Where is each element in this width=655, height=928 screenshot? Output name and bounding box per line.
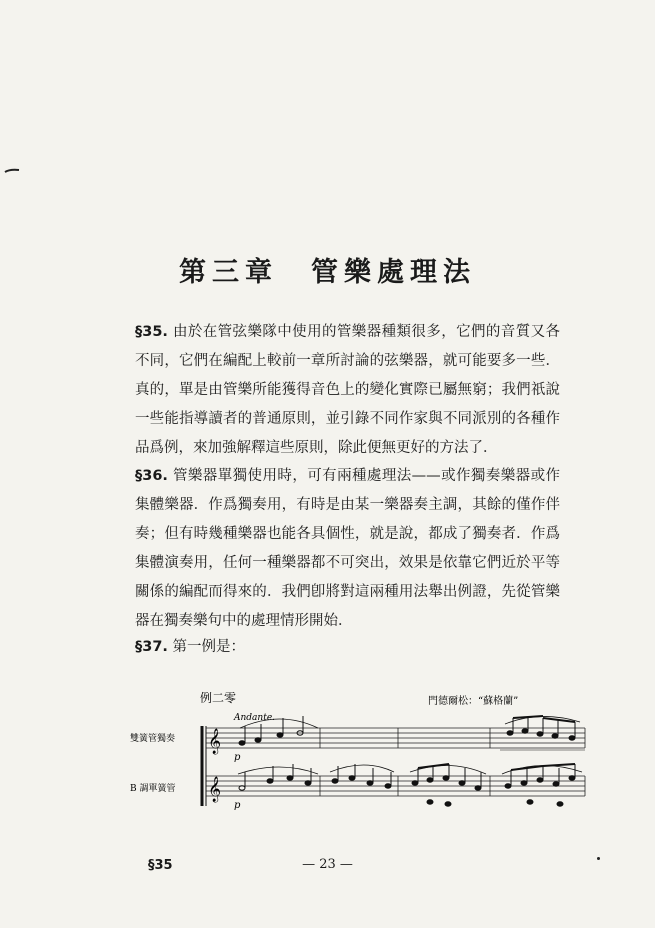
notes-clarinet [238, 764, 582, 806]
margin-ink-mark [4, 168, 20, 173]
staff-clarinet [206, 776, 585, 796]
music-score-example [130, 688, 600, 838]
paragraph-text: 由於在管弦樂隊中使用的管樂器種類很多，它們的音質又各不同，它們在編配上較前一章所討論的弦樂器，就可能要多一些．真的，單是由管樂所能獲得音色上的變化實際已屬無窮；我們祇說一些能指導讀者的普通原則，並引錄不同作家與不同派別的各種作品爲例，來加強解釋這些原則，除此便無更好的方法了． [135, 324, 561, 456]
stave-label-oboe: 雙簧管獨奏 [130, 734, 176, 744]
section-number: §35. [135, 324, 168, 340]
footer-section-ref: §35 [148, 858, 173, 873]
paragraph-36 [135, 462, 560, 636]
paragraph-37 [135, 633, 560, 662]
dynamic-marking: p [234, 752, 241, 763]
treble-clef-icon: 𝄞 [208, 777, 222, 802]
page-number: — 23 — [302, 857, 353, 872]
dynamic-marking: p [234, 800, 241, 811]
paragraph-text: 第一例是： [172, 639, 246, 655]
section-number: §37. [135, 639, 168, 655]
system-bracket [202, 726, 206, 806]
example-label: 例二零 [200, 691, 237, 705]
score-source: 門德爾松：“蘇格蘭” [428, 696, 519, 707]
paragraph-text: 管樂器單獨使用時，可有兩種處理法——或作獨奏樂器或作集體樂器．作爲獨奏用，有時是由某一樂器奏主調，其餘的僅作伴奏；但有時幾種樂器也能各具個性，就是說，都成了獨奏者．作爲集體演奏用，任何一種樂器都不可突出，效果是依靠它們近於平等關係的編配而得來的．我們卽將對這兩種用法舉出例證，先從管樂器在獨奏樂句中的處理情形開始． [135, 468, 561, 629]
treble-clef-icon: 𝄞 [208, 729, 222, 754]
tempo-marking: Andante. [234, 713, 276, 723]
stave-label-clarinet: B 調單簧管 [130, 784, 176, 794]
section-number: §36. [135, 468, 168, 484]
chapter-title: 第三章 管樂處理法 [179, 257, 476, 288]
ink-dot [597, 857, 600, 860]
paragraph-35 [135, 318, 560, 463]
